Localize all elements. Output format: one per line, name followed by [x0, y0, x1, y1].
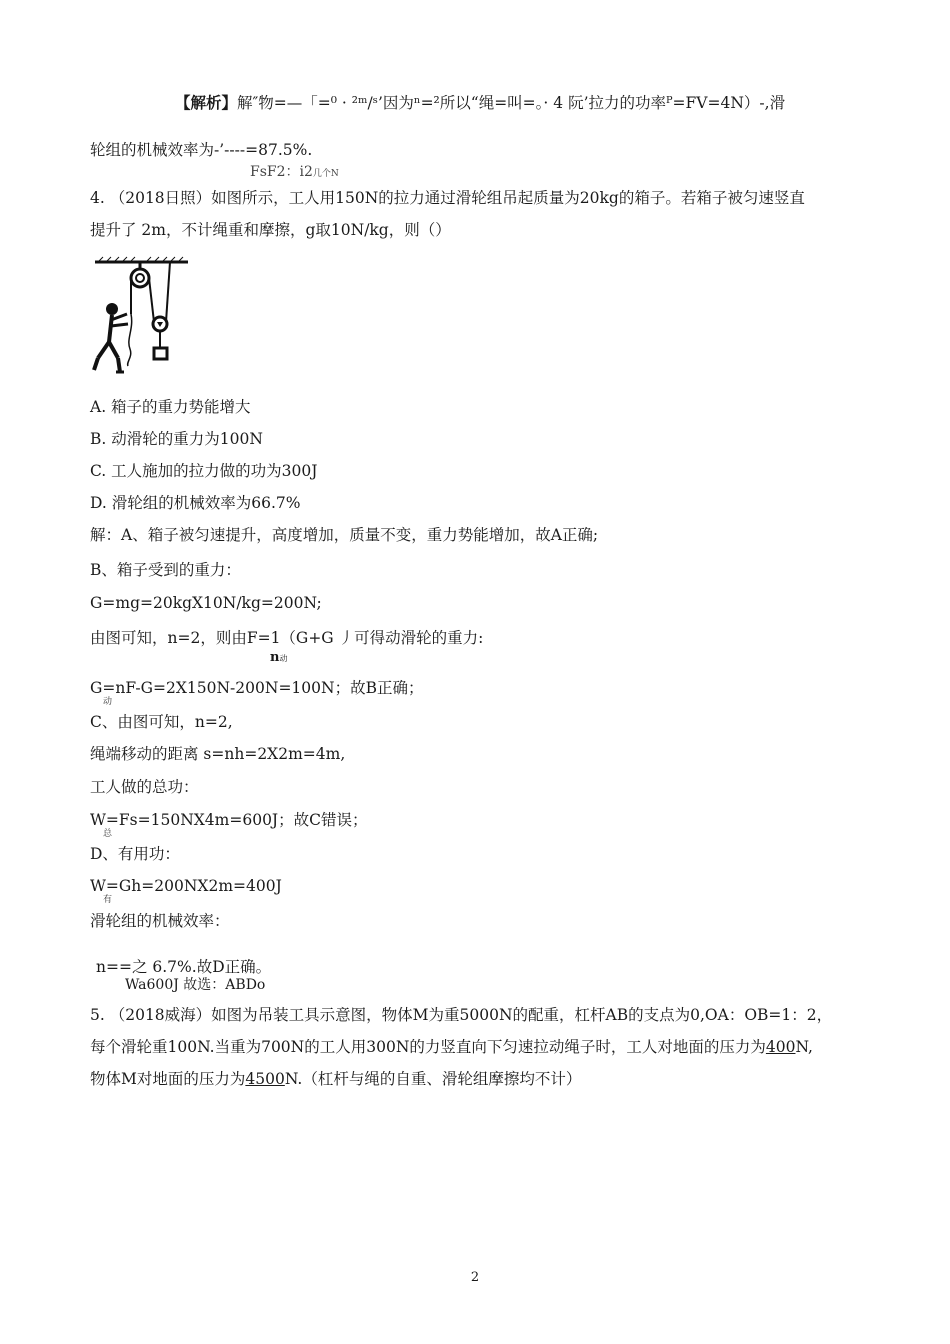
q4-option-b: B. 动滑轮的重力为100N: [90, 430, 263, 448]
q4-solution-distance: 绳端移动的距离 s=nh=2X2m=4m,: [90, 745, 346, 763]
analysis-line-2: 轮组的机械效率为-’----=87.5%.: [90, 141, 313, 159]
q4-option-a: A. 箱子的重力势能增大: [90, 398, 251, 416]
pulley-worker-figure: [90, 254, 190, 384]
q4-solution-b: B、箱子受到的重力：: [90, 561, 241, 579]
q4-solution-sub-zong: 总: [103, 829, 113, 839]
q4-solution-formula-n: n动: [270, 650, 288, 665]
q4-solution-formula: 由图可知，n=2，则由F=1（G+G 丿可得动滑轮的重力:: [90, 629, 484, 647]
q4-solution-efficiency-label: 滑轮组的机械效率：: [90, 912, 230, 930]
q4-stem-line-1: 4. （2018日照）如图所示，工人用150N的拉力通过滑轮组吊起质量为20kg的箱子。若箱子被匀速竖直: [90, 189, 805, 207]
q4-solution-total-work-label: 工人做的总功：: [90, 778, 199, 796]
q5-line-3: 物体M对地面的压力为4500N.（杠杆与绳的自重、滑轮组摩擦均不计）: [90, 1070, 582, 1088]
q5-answer-1: 400: [765, 1038, 796, 1056]
q5-line-2: 每个滑轮重100N.当重为700N的工人用300N的力竖直向下匀速拉动绳子时，工人对地面的压力为400N,: [90, 1038, 813, 1056]
q4-option-c: C. 工人施加的拉力做的功为300J: [90, 462, 318, 480]
q4-solution-d: D、有用功：: [90, 845, 180, 863]
q4-solution-efficiency: n==之 6.7%.故D正确。: [96, 958, 272, 976]
q4-solution-a: 解：A、箱子被匀速提升，高度增加，质量不变，重力势能增加，故A正确;: [90, 526, 599, 544]
analysis-line-1: 【解析】解″物=—「=⁰ · ²ᵐ/ˢ’因为ⁿ=²所以“绳=叫=。· 4 阮’拉力的功率ᴾ=FV=4N）-,滑: [175, 93, 786, 112]
q4-solution-sub-you: 有: [103, 895, 113, 905]
q5-answer-2: 4500: [245, 1070, 285, 1088]
q5-line-1: 5. （2018威海）如图为吊装工具示意图，物体M为重5000N的配重，杠杆AB的支点为0,OA：OB=1：2，: [90, 1006, 833, 1024]
q4-stem-line-2: 提升了 2m，不计绳重和摩擦，g取10N/kg，则（）: [90, 221, 451, 239]
q4-solution-useful-work: W=Gh=200NX2m=400J: [90, 877, 282, 895]
analysis-tag: 【解析】: [175, 93, 238, 112]
q4-solution-answer: Wa600J 故选：ABDo: [125, 977, 266, 993]
q4-option-d: D. 滑轮组的机械效率为66.7%: [90, 494, 301, 512]
q4-solution-pulley-weight: G=nF-G=2X150N-200N=100N；故B正确；: [90, 679, 424, 697]
q4-solution-gravity: G=mg=20kgX10N/kg=200N;: [90, 594, 322, 612]
page-number: 2: [470, 1270, 480, 1285]
q4-solution-total-work: W=Fs=150NX4m=600J；故C错误；: [90, 811, 368, 829]
analysis-line-3: FsF2：i2几个N: [250, 164, 339, 180]
q4-solution-sub-dong: 动: [103, 697, 113, 707]
q4-solution-c: C、由图可知，n=2,: [90, 713, 233, 731]
